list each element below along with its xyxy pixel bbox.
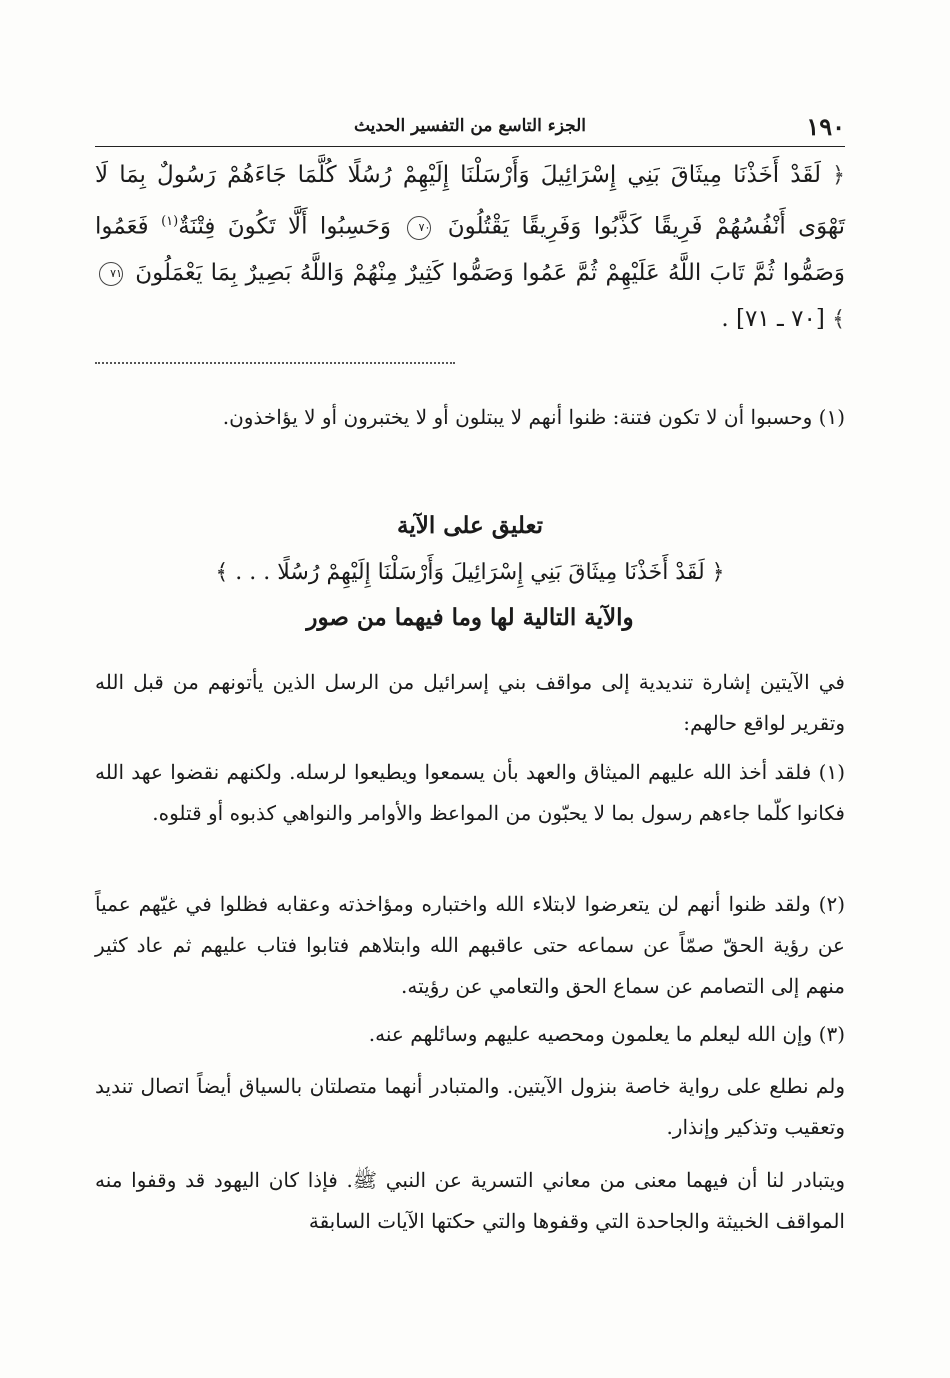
verse-text-part-3: فَعَمُوا وَصَمُّوا ثُمَّ تَابَ اللَّهُ عَلَيْهِمْ ثُمَّ عَمُوا وَصَمُّوا كَثِيرٌ مِنْهُمْ وَاللَّهُ بَصِيرٌ بِمَا يَعْمَلُونَ: [95, 213, 845, 286]
verse-text-part-2: وَحَسِبُوا أَلَّا تَكُونَ فِتْنَةٌ: [178, 213, 391, 240]
footnote: (١) وحسبوا أن لا تكون فتنة: ظنوا أنهم لا يبتلون أو لا يختبرون أو لا يؤاخذون.: [222, 405, 845, 429]
quran-verse-block: [95, 152, 845, 343]
verse-close-bracket: ﴾: [832, 306, 845, 332]
footnote-marker: (١): [161, 214, 179, 229]
paragraph-intro: في الآيتين إشارة تنديدية إلى مواقف بني إسرائيل من الرسل الذين يأتونهم من قبل الله وتقرير لواقع حالهم:: [95, 670, 845, 735]
page-number: ١٩٠: [806, 112, 845, 141]
verse-number-71: ٧١: [99, 262, 123, 286]
verse-open-bracket: ﴿: [832, 163, 845, 188]
paragraph-point-2: (٢) ولقد ظنوا أنهم لن يتعرضوا لابتلاء الله واختباره ومؤاخذته وعقابه فظلوا في غيّهم عمياً عن رؤية الحقّ صمّاً عن سماعه حتى عاقبهم الله وابتلاهم فتابوا فتاب عليهم ثم عاد كثير منهم إلى التصامم عن سماع الحق والتعامي عن رؤيته.: [95, 892, 845, 998]
footnote-separator: [95, 362, 455, 364]
running-title: الجزء التاسع من التفسير الحديث: [353, 116, 586, 136]
section-subtitle: والآية التالية لها وما فيهما من صور: [306, 604, 634, 631]
paragraph-point-3: (٣) وإن الله ليعلم ما يعلمون ومحصيه عليهم وسائلهم عنه.: [368, 1022, 845, 1046]
section-verse-reference: ﴿ لَقَدْ أَخَذْنَا مِيثَاقَ بَنِي إِسْرَائِيلَ وَأَرْسَلْنَا إِلَيْهِمْ رُسُلًا . . . ﴾: [215, 560, 725, 585]
verse-text-part-1: لَقَدْ أَخَذْنَا مِيثَاقَ بَنِي إِسْرَائِيلَ وَأَرْسَلْنَا إِلَيْهِمْ رُسُلًا كُلَّمَا جَاءَهُمْ رَسُولٌ بِمَا لَا تَهْوَى أَنْفُسُهُمْ فَرِيقًا كَذَّبُوا وَفَرِيقًا يَقْتُلُونَ: [95, 162, 846, 240]
verse-range: [٧٠ ـ ٧١] .: [721, 305, 825, 332]
paragraph-consolation: ويتبادر لنا أن فيهما معنى من معاني التسرية عن النبي ﷺ. فإذا كان اليهود قد وقفوا منه المواقف الخبيثة والجاحدة التي وقفوها والتي حكتها الآيات السابقة: [95, 1168, 845, 1233]
page-header: [95, 112, 845, 147]
section-title: تعليق على الآية: [397, 512, 543, 539]
paragraph-revelation: ولم نطلع على رواية خاصة بنزول الآيتين. والمتبادر أنهما متصلتان بالسياق أيضاً اتصال تنديد وتعقيب وتذكير وإنذار.: [95, 1074, 845, 1139]
paragraph-point-1: (١) فلقد أخذ الله عليهم الميثاق والعهد بأن يسمعوا ويطيعوا لرسله. ولكنهم نقضوا عهد الله فكانوا كلّما جاءهم رسول بما لا يحبّون من المواعظ والأوامر والنواهي كذبوه أو قتلوه.: [95, 760, 845, 825]
verse-number-70: ٧٠: [407, 216, 431, 240]
